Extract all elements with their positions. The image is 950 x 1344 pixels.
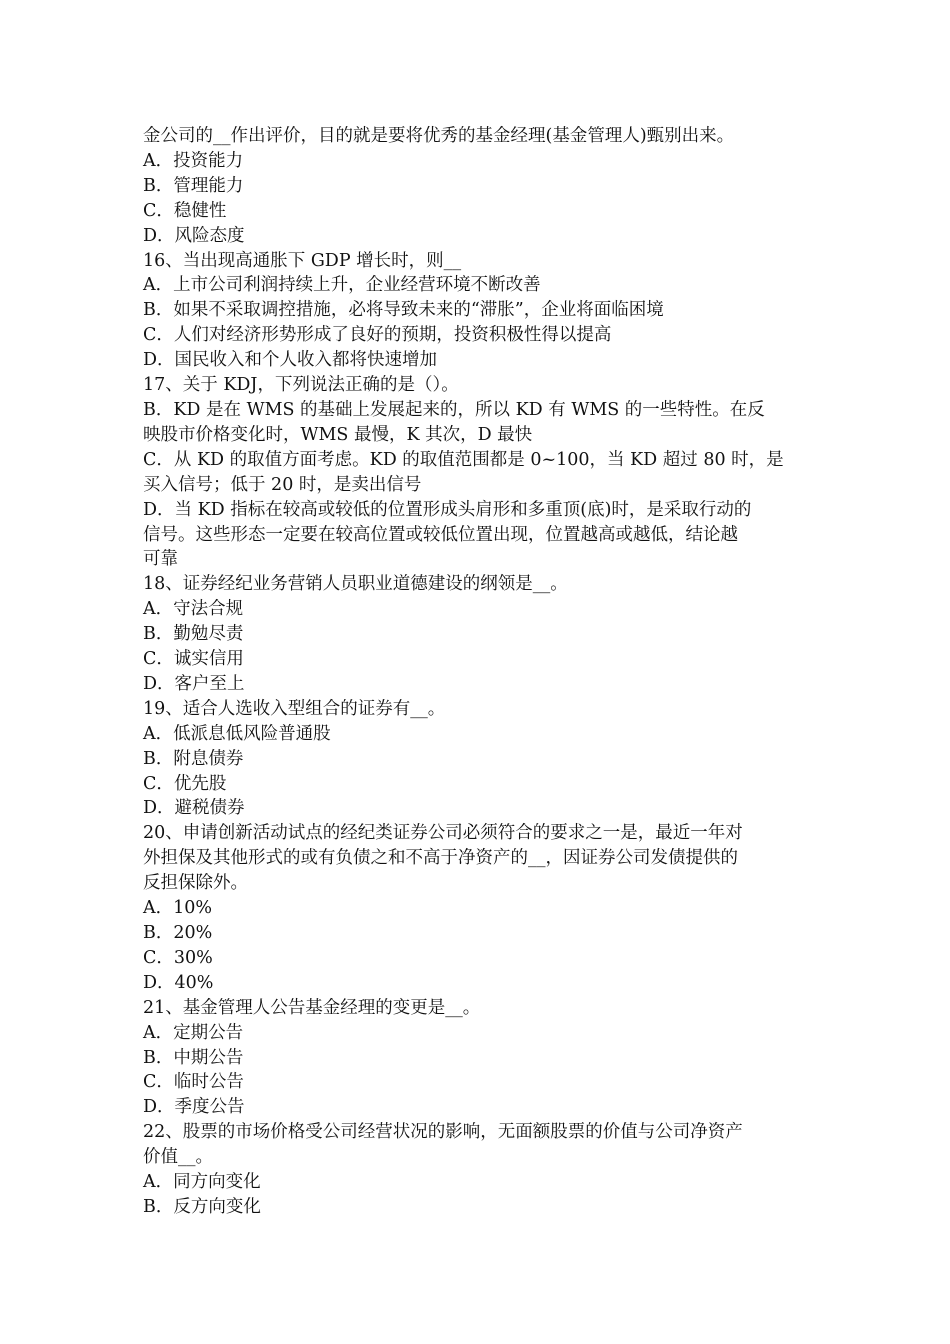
- text-line: B．反方向变化: [143, 1196, 261, 1217]
- text-line: A．上市公司利润持续上升，企业经营环境不断改善: [143, 275, 541, 296]
- text-line: 22、股票的市场价格受公司经营状况的影响，无面额股票的价值与公司净资产: [143, 1122, 743, 1143]
- text-line: D．风险态度: [143, 225, 245, 246]
- text-line: 16、当出现高通胀下 GDP 增长时，则__: [143, 250, 462, 271]
- text-line: C．临时公告: [143, 1072, 244, 1093]
- text-line: C．优先股: [143, 773, 227, 794]
- text-line: 可靠: [143, 549, 178, 570]
- text-line: 映股市价格变化时，WMS 最慢，K 其次，D 最快: [143, 424, 533, 445]
- text-line: D．40%: [143, 972, 214, 993]
- text-line: A．定期公告: [143, 1022, 244, 1043]
- text-line: 买入信号；低于 20 时，是卖出信号: [143, 474, 422, 495]
- text-line: D．避税债券: [143, 798, 245, 819]
- text-line: B．如果不采取调控措施，必将导致未来的“滞胀”，企业将面临困境: [143, 300, 664, 321]
- text-line: A．同方向变化: [143, 1172, 261, 1193]
- text-line: C．从 KD 的取值方面考虑。KD 的取值范围都是 0~100，当 KD 超过 80 时，是: [143, 449, 784, 470]
- text-line: C．诚实信用: [143, 649, 244, 670]
- text-line: 信号。这些形态一定要在较高位置或较低位置出现，位置越高或越低，结论越: [143, 524, 738, 545]
- text-line: 18、证券经纪业务营销人员职业道德建设的纲领是__。: [143, 574, 568, 595]
- text-line: A．10%: [143, 898, 213, 919]
- text-line: B．中期公告: [143, 1047, 244, 1068]
- text-line: C．30%: [143, 947, 213, 968]
- text-line: 21、基金管理人公告基金经理的变更是__。: [143, 997, 481, 1018]
- text-line: D．国民收入和个人收入都将快速增加: [143, 350, 438, 371]
- text-line: 17、关于 KDJ，下列说法正确的是（）。: [143, 375, 459, 396]
- text-line: D．客户至上: [143, 673, 245, 694]
- text-line: B．勤勉尽责: [143, 624, 244, 645]
- text-line: A．投资能力: [143, 150, 244, 171]
- text-line: A．守法合规: [143, 599, 244, 620]
- text-line: B．20%: [143, 923, 213, 943]
- text-line: 金公司的__作出评价，目的就是要将优秀的基金经理(基金管理人)甄别出来。: [143, 126, 735, 146]
- text-line: 19、适合人选收入型组合的证券有__。: [143, 698, 446, 719]
- text-line: 反担保除外。: [143, 873, 248, 894]
- text-line: C．人们对经济形势形成了良好的预期，投资积极性得以提高: [143, 325, 612, 346]
- text-line: 20、申请创新活动试点的经纪类证券公司必须符合的要求之一是，最近一年对: [143, 823, 743, 844]
- text-line: 外担保及其他形式的或有负债之和不高于净资产的__，因证券公司发债提供的: [143, 848, 738, 869]
- text-line: B．KD 是在 WMS 的基础上发展起来的，所以 KD 有 WMS 的一些特性。在反: [143, 399, 765, 420]
- text-line: 价值__。: [143, 1147, 213, 1168]
- text-line: B．附息债券: [143, 748, 244, 769]
- text-line: D．当 KD 指标在较高或较低的位置形成头肩形和多重顶(底)时，是采取行动的: [143, 499, 752, 520]
- text-line: C．稳健性: [143, 200, 227, 221]
- text-line: B．管理能力: [143, 175, 244, 196]
- document-page: [143, 124, 811, 1220]
- text-line: D．季度公告: [143, 1097, 245, 1118]
- text-line: A．低派息低风险普通股: [143, 723, 331, 744]
